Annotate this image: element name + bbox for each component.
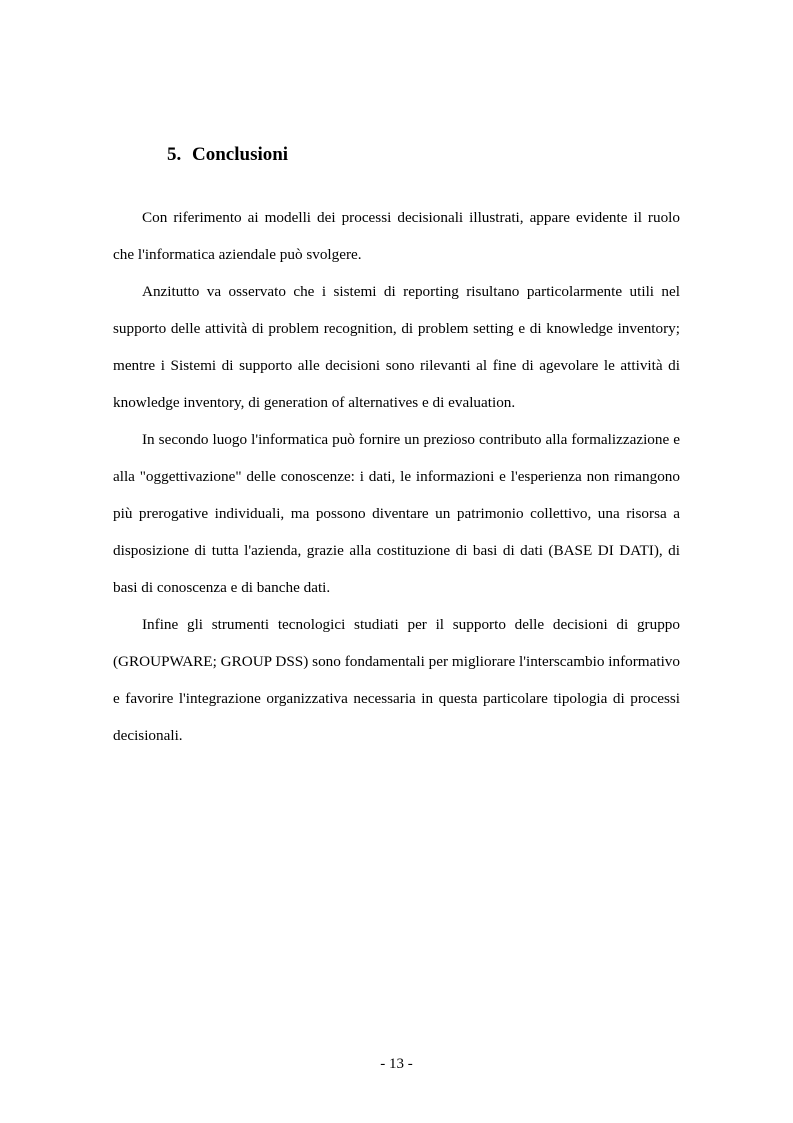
paragraph-1: Con riferimento ai modelli dei processi decisionali illustrati, appare evidente il ruolo che l'informatica aziendale può svolgere. [113,209,680,263]
section-heading [167,144,288,166]
paragraph-2: Anzitutto va osservato che i sistemi di reporting risultano particolarmente utili nel supporto delle attività di problem recognition, di problem setting e di knowledge inventory; mentre i Sistemi di supporto alle decisioni sono rilevanti al fine di agevolare le attività di knowledge inventory, di generation of alternatives e di evaluation. [113,283,680,411]
paragraph-3: In secondo luogo l'informatica può fornire un prezioso contributo alla formalizzazione e alla "oggettivazione" delle conoscenze: i dati, le informazioni e l'esperienza non rimangono più prerogative individuali, ma possono diventare un patrimonio collettivo, una risorsa a disposizione di tutta l'azienda, grazie alla costituzione di basi di dati (BASE DI DATI), di basi di conoscenza e di banche dati. [113,431,680,596]
paragraph-4: Infine gli strumenti tecnologici studiati per il supporto delle decisioni di gruppo (GROUPWARE; GROUP DSS) sono fondamentali per migliorare l'interscambio informativo e favorire l'integrazione organizzativa necessaria in questa particolare tipologia di processi decisionali. [113,616,680,744]
section-title: Conclusioni [192,144,289,165]
body-text [113,199,680,754]
section-number: 5. [167,144,182,165]
page-number: - 13 - [380,1056,413,1072]
